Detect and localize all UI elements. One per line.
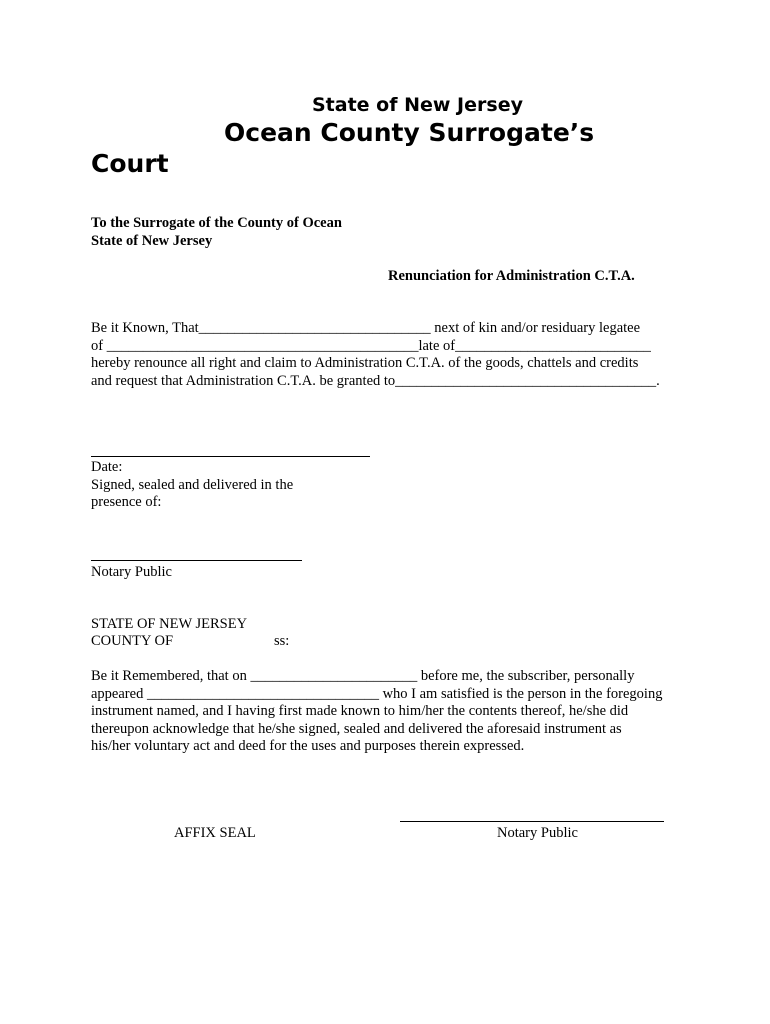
addressee-line2: State of New Jersey (91, 233, 213, 249)
date-label: Date: (91, 459, 123, 475)
state-title: State of New Jersey (312, 94, 523, 116)
signature-line (91, 456, 370, 457)
notary-witness-label: Notary Public (91, 564, 172, 580)
signed-sealed-line2: presence of: (91, 494, 162, 510)
paragraph-line: Be it Remembered, that on _______________________ before me, the subscriber, personally (91, 668, 635, 684)
paragraph-line: and request that Administration C.T.A. be granted to____________________________________. (91, 372, 660, 389)
paragraph-line: instrument named, and I having first made known to him/her the contents thereof, he/she did (91, 703, 629, 719)
paragraph-line: appeared ________________________________ who I am satisfied is the person in the foregoing (91, 685, 663, 702)
paragraph-line: thereupon acknowledge that he/she signed, sealed and delivered the aforesaid instrument as (91, 720, 622, 737)
notary-witness-signature-line (91, 560, 302, 561)
court-title-line2: Court (91, 149, 169, 178)
renunciation-paragraph (91, 320, 660, 390)
form-title: Renunciation for Administration C.T.A. (388, 268, 635, 284)
affix-seal-label: AFFIX SEAL (174, 825, 256, 841)
signature-block (91, 459, 293, 512)
venue-county: COUNTY OF (91, 633, 174, 649)
venue-ss: ss: (274, 633, 290, 649)
paragraph-line: his/her voluntary act and deed for the uses and purposes therein expressed. (91, 738, 525, 754)
court-title-line1: Ocean County Surrogate’s (224, 118, 595, 147)
notary-signature-line (400, 821, 664, 822)
notary-public-label: Notary Public (497, 825, 578, 841)
addressee-line1: To the Surrogate of the County of Ocean (91, 215, 342, 231)
venue-state: STATE OF NEW JERSEY (91, 616, 248, 632)
paragraph-line: Be it Known, That________________________________ next of kin and/or residuary legatee (91, 320, 641, 336)
signed-sealed-line1: Signed, sealed and delivered in the (91, 476, 294, 493)
acknowledgment-paragraph (91, 668, 662, 756)
paragraph-line: hereby renounce all right and claim to Administration C.T.A. of the goods, chattels and credits (91, 355, 639, 371)
paragraph-line: of ___________________________________________late of___________________________ (91, 337, 651, 354)
